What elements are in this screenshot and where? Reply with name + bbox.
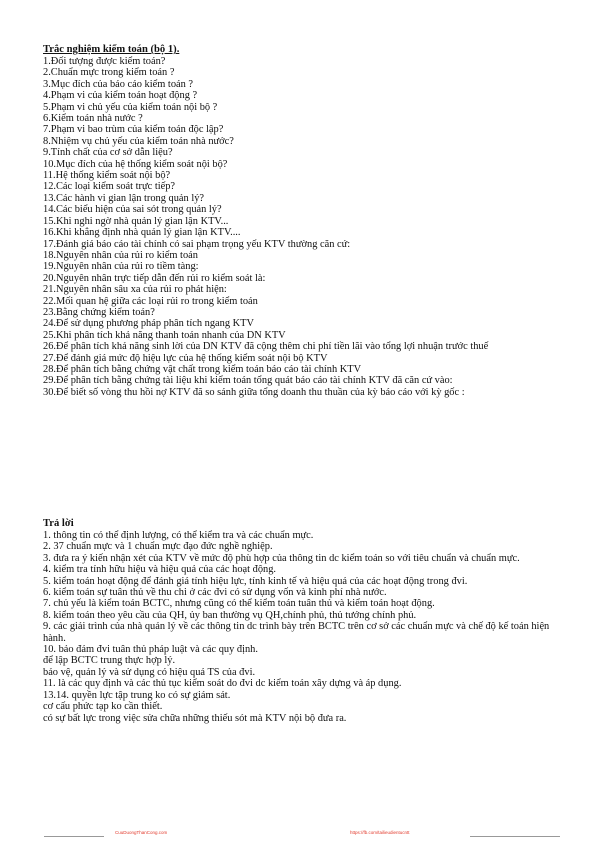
question-item: 8.Nhiệm vụ chủ yếu của kiểm toán nhà nước? <box>43 135 234 147</box>
question-item: 4.Phạm vi của kiểm toán hoạt động ? <box>43 90 198 102</box>
footer-left-link[interactable]: CuuDuongThanCong.com <box>115 830 168 835</box>
footer-right-link[interactable]: https://fb.com/tailieudientucntt <box>350 830 410 835</box>
question-item: 14.Các biểu hiện của sai sót trong quản lý? <box>43 204 222 216</box>
question-item: 28.Để phân tích bằng chứng vật chất trong kiểm toán báo cáo tài chính KTV <box>43 363 362 375</box>
answer-item: 1. thông tin có thể định lượng, có thể kiểm tra và các chuẩn mực. <box>43 530 314 541</box>
question-item: 19.Nguyên nhân của rủi ro tiềm tàng: <box>43 261 199 273</box>
question-item: 5.Phạm vi chủ yếu của kiểm toán nội bộ ? <box>43 101 218 113</box>
question-item: 12.Các loại kiểm soát trực tiếp? <box>43 181 176 193</box>
answer-item: 9. các giải trình của nhà quản lý về các thông tin dc trình bày trên BCTC trên cơ sở các chuẩn mực và chế độ kế toán hiện hành. <box>43 621 550 644</box>
answers-title: Trả lời <box>43 518 74 529</box>
answer-item: 5. kiểm toán hoạt động để đánh giá tính hiệu lực, tính kinh tế và hiệu quả của các hoạt động trong đvi. <box>43 575 468 587</box>
answer-item: 8. kiểm toán theo yêu cầu của QH, ủy ban thường vụ QH,chính phủ, thủ tướng chính phủ. <box>43 609 417 621</box>
question-item: 24.Để sử dụng phương pháp phân tích ngang KTV <box>43 318 254 330</box>
question-item: 6.Kiểm toán nhà nước ? <box>43 113 143 125</box>
answer-item: 6. kiểm toán sự tuân thủ về thu chi ở các đvi có sử dụng vốn và kinh phí nhà nước. <box>43 587 387 599</box>
answer-item: 13.14. quyền lực tập trung ko có sự giám sát. <box>43 689 231 701</box>
question-item: 23.Bằng chứng kiểm toán? <box>43 306 155 318</box>
answers-section <box>43 517 560 724</box>
question-item: 22.Mối quan hệ giữa các loại rủi ro trong kiểm toán <box>43 295 258 307</box>
question-item: 11.Hệ thống kiểm soát nội bộ? <box>43 170 171 182</box>
question-item: 10.Mục đích của hệ thống kiểm soát nội bộ? <box>43 158 228 170</box>
answer-item: để lập BCTC trung thực hợp lý. <box>43 655 176 667</box>
question-item: 26.Để phân tích khả năng sinh lời của DN KTV đã cộng thêm chi phí tiền lãi vào tổng lợi nhuận trước thuế <box>43 341 489 353</box>
answer-item: có sự bất lực trong việc sửa chữa những thiếu sót mà KTV nội bộ đưa ra. <box>43 712 347 724</box>
question-item: 27.Để đánh giá mức độ hiệu lực của hệ thống kiểm soát nội bộ KTV <box>43 352 328 364</box>
question-item: 15.Khi nghi ngờ nhà quản lý gian lận KTV... <box>43 215 229 227</box>
answer-item: bảo vệ, quản lý và sử dụng có hiệu quả TS của đvi. <box>43 666 256 678</box>
answer-item: cơ cấu phức tạp ko cần thiết. <box>43 701 163 713</box>
question-item: 2.Chuẩn mực trong kiểm toán ? <box>43 67 175 79</box>
answer-list <box>43 530 560 724</box>
question-item: 3.Mục đích của báo cáo kiểm toán ? <box>43 78 194 90</box>
question-item: 18.Nguyên nhân của rủi ro kiểm toán <box>43 249 198 261</box>
question-item: 9.Tính chất của cơ sở dẫn liệu? <box>43 147 173 159</box>
question-item: 17.Đánh giá báo cáo tài chính có sai phạm trọng yếu KTV thường căn cứ: <box>43 238 351 250</box>
page-footer <box>0 824 595 842</box>
question-item: 16.Khi khẳng định nhà quản lý gian lận KTV.... <box>43 227 241 239</box>
answer-item: 7. chủ yếu là kiểm toán BCTC, nhưng cũng có thể kiểm toán tuân thủ và kiểm toán hoạt động. <box>43 598 435 610</box>
footer-rule-left <box>44 836 104 837</box>
question-item: 25.Khi phân tích khả năng thanh toán nhanh của DN KTV <box>43 329 286 341</box>
footer-rule-right <box>470 836 560 837</box>
question-item: 1.Đối tượng được kiểm toán? <box>43 56 166 67</box>
answer-item: 4. kiểm tra tính hữu hiệu và hiệu quả của các hoạt động. <box>43 564 276 576</box>
answer-item: 3. đưa ra ý kiến nhận xét của KTV về mức độ phù hợp của thông tin dc kiểm toán so với tiêu chuẩn và chuẩn mực. <box>43 552 520 564</box>
question-list <box>43 56 558 398</box>
answer-item: 2. 37 chuẩn mực và 1 chuẩn mực đạo đức nghề nghiệp. <box>43 541 273 553</box>
answer-item: 10. bảo đảm đvi tuân thủ pháp luật và các quy định. <box>43 644 258 656</box>
question-item: 20.Nguyên nhân trực tiếp dẫn đến rủi ro kiểm soát là: <box>43 272 266 284</box>
questions-section <box>43 44 558 398</box>
question-item: 29.Để phân tích bằng chứng tài liệu khi kiểm toán tổng quát báo cáo tài chính KTV đã căn cứ vào: <box>43 375 453 387</box>
question-item: 30.Để biết số vòng thu hồi nợ KTV đã so sánh giữa tổng doanh thu thuần của kỳ báo cáo với kỳ gốc : <box>43 386 465 398</box>
answer-item: 11. là các quy định và các thủ tục kiểm soát do đvi dc kiểm toán xây dựng và áp dụng. <box>43 678 402 690</box>
question-item: 13.Các hành vi gian lận trong quản lý? <box>43 192 205 204</box>
document-title: Trắc nghiệm kiểm toán (bộ 1). <box>43 44 180 55</box>
question-item: 21.Nguyên nhân sâu xa của rủi ro phát hiện: <box>43 284 227 296</box>
question-item: 7.Phạm vi bao trùm của kiểm toán độc lập? <box>43 124 224 136</box>
